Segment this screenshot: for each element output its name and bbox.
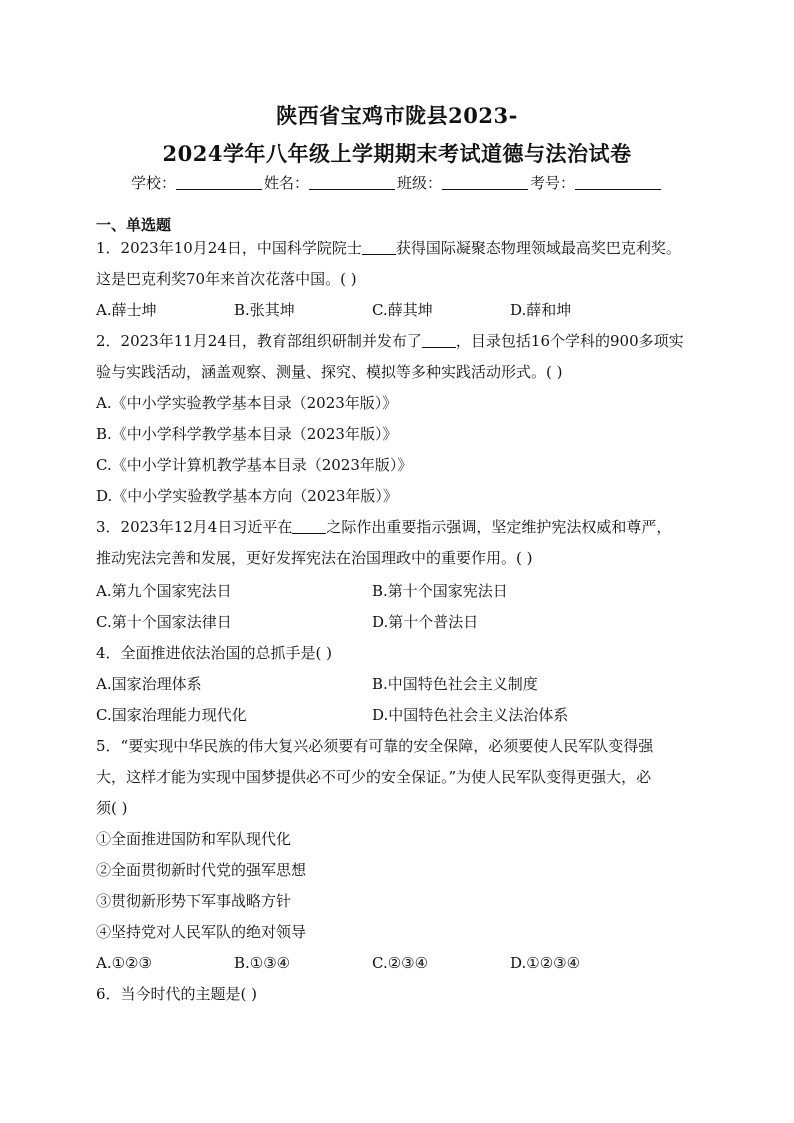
- question-1-stem-b: 获得国际凝聚态物理领域最高奖巴克利奖。: [395, 239, 681, 257]
- question-1-option-a[interactable]: A.薛士坤: [96, 301, 157, 319]
- question-5-item-4: ④坚持党对人民军队的绝对领导: [96, 923, 307, 941]
- question-4-option-a[interactable]: A.国家治理体系: [96, 675, 202, 693]
- question-5-option-a[interactable]: A.①②③: [96, 954, 152, 972]
- question-4-option-c[interactable]: C.国家治理能力现代化: [96, 706, 247, 724]
- name-blank[interactable]: [309, 175, 395, 190]
- question-3-stem-a: 3．2023年12月4日习近平在: [96, 518, 293, 536]
- exam-title-line-1: 陕西省宝鸡市陇县2023-: [276, 103, 518, 128]
- question-4-option-b[interactable]: B.中国特色社会主义制度: [372, 675, 538, 693]
- name-label: 姓名：: [263, 174, 309, 192]
- question-3-stem-line-1: [96, 517, 671, 537]
- question-5-item-1: ①全面推进国防和军队现代化: [96, 830, 292, 848]
- question-3-option-a[interactable]: A.第九个国家宪法日: [96, 582, 232, 600]
- exam-title-line-2: 2024学年八年级上学期期末考试道德与法治试卷: [162, 141, 632, 166]
- student-info-row: [0, 172, 794, 193]
- question-5-option-d[interactable]: D.①②③④: [510, 954, 581, 972]
- question-3-option-c[interactable]: C.第十个国家法律日: [96, 613, 232, 631]
- question-3-fill-blank: [292, 519, 326, 534]
- question-2-option-c[interactable]: C.《中小学计算机教学基本目录（2023年版）》: [96, 456, 413, 474]
- question-4-stem: 4．全面推进依法治国的总抓手是( ): [96, 644, 333, 662]
- question-1-option-b[interactable]: B.张其坤: [234, 301, 295, 319]
- question-2-option-a[interactable]: A.《中小学实验教学基本目录（2023年版）》: [96, 394, 398, 412]
- school-blank[interactable]: [176, 175, 262, 190]
- number-label: 考号：: [530, 174, 576, 192]
- question-2-stem-line-2: 验与实践活动，涵盖观察、测量、探究、模拟等多种实践活动形式。( ): [96, 363, 563, 381]
- question-1-option-c[interactable]: C.薛其坤: [372, 301, 433, 319]
- question-2-stem-line-1: [96, 331, 684, 351]
- question-1-stem-a: 1．2023年10月24日，中国科学院院士: [96, 239, 362, 257]
- question-3-option-d[interactable]: D.第十个普法日: [372, 613, 479, 631]
- question-1-stem-line-2: 这是巴克利奖70年来首次花落中国。( ): [96, 270, 357, 288]
- school-label: 学校：: [130, 174, 176, 192]
- question-5-option-b[interactable]: B.①③④: [234, 954, 291, 972]
- question-3-option-b[interactable]: B.第十个国家宪法日: [372, 582, 508, 600]
- question-5-option-c[interactable]: C.②③④: [372, 954, 429, 972]
- question-1-fill-blank: [362, 240, 396, 255]
- question-3-stem-b: 之际作出重要指示强调，坚定维护宪法权威和尊严，: [326, 518, 672, 536]
- question-5-stem-line-2: 大，这样才能为实现中国梦提供必不可少的安全保证。”为使人民军队变得更强大，必: [96, 768, 652, 786]
- question-3-stem-line-2: 推动宪法完善和发展，更好发挥宪法在治国理政中的重要作用。( ): [96, 549, 533, 567]
- class-blank[interactable]: [442, 175, 528, 190]
- question-5-item-2: ②全面贯彻新时代党的强军思想: [96, 861, 307, 879]
- section-heading: 一、单选题: [96, 216, 172, 234]
- class-label: 班级：: [397, 174, 443, 192]
- question-2-stem-b: ，目录包括16个学科的900多项实: [455, 332, 684, 350]
- question-6-stem: 6．当今时代的主题是( ): [96, 985, 258, 1003]
- question-2-stem-a: 2．2023年11月24日，教育部组织研制并发布了: [96, 332, 422, 350]
- question-1-stem-line-1: [96, 238, 681, 258]
- question-2-option-b[interactable]: B.《中小学科学教学基本目录（2023年版）》: [96, 425, 398, 443]
- question-1-option-d[interactable]: D.薛和坤: [510, 301, 572, 319]
- question-2-fill-blank: [422, 333, 456, 348]
- question-4-option-d[interactable]: D.中国特色社会主义法治体系: [372, 706, 569, 724]
- question-5-stem-line-1: 5．“要实现中华民族的伟大复兴必须要有可靠的安全保障，必须要使人民军队变得强: [96, 737, 654, 755]
- question-5-stem-line-3: 须( ): [96, 799, 128, 817]
- number-blank[interactable]: [575, 175, 661, 190]
- question-5-item-3: ③贯彻新形势下军事战略方针: [96, 892, 292, 910]
- question-2-option-d[interactable]: D.《中小学实验教学基本方向（2023年版）》: [96, 487, 398, 505]
